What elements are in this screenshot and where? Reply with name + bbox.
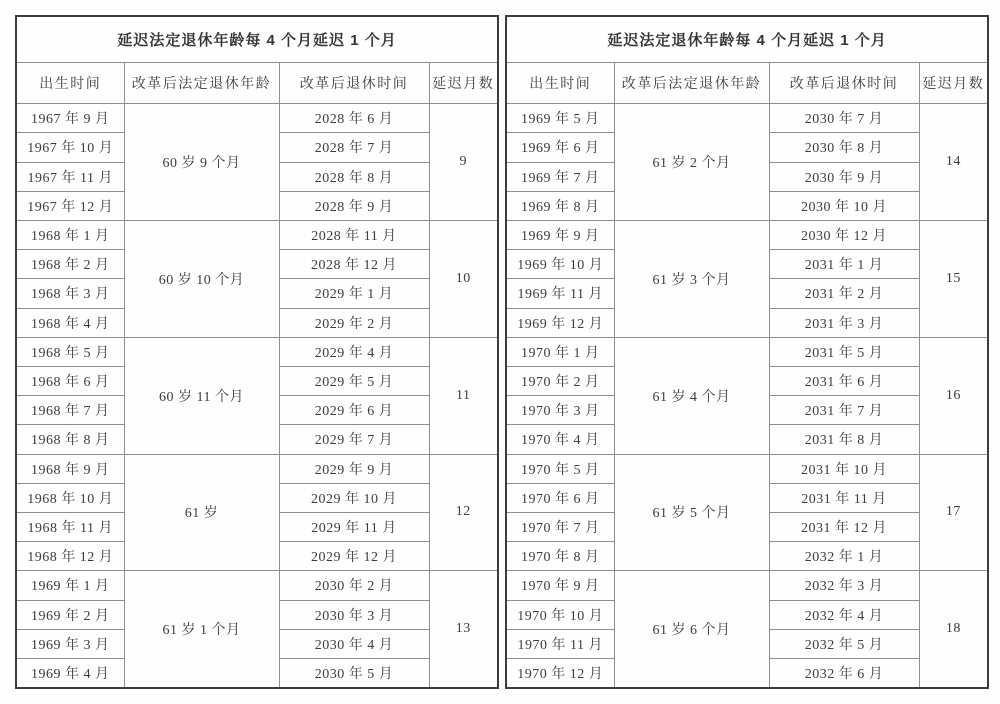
- birth-cell: 1969 年 7 月: [506, 162, 614, 191]
- delay-months-cell: 14: [919, 104, 988, 221]
- age-cell: 61 岁 5 个月: [614, 454, 769, 571]
- birth-cell: 1970 年 2 月: [506, 366, 614, 395]
- retire-cell: 2031 年 3 月: [769, 308, 919, 337]
- column-header-right-3: 延迟月数: [919, 62, 988, 103]
- table-row: [506, 337, 988, 366]
- age-cell: 60 岁 9 个月: [124, 104, 279, 221]
- retire-cell: 2029 年 10 月: [279, 483, 429, 512]
- table-row: [16, 454, 498, 483]
- age-cell: 61 岁 1 个月: [124, 571, 279, 688]
- birth-cell: 1970 年 12 月: [506, 659, 614, 689]
- birth-cell: 1968 年 4 月: [16, 308, 124, 337]
- birth-cell: 1970 年 11 月: [506, 629, 614, 658]
- birth-cell: 1968 年 6 月: [16, 366, 124, 395]
- birth-cell: 1970 年 1 月: [506, 337, 614, 366]
- age-cell: 61 岁 3 个月: [614, 220, 769, 337]
- table-header-row-right: [506, 62, 988, 103]
- delay-months-cell: 10: [429, 220, 498, 337]
- table-row: [506, 454, 988, 483]
- birth-cell: 1969 年 3 月: [16, 629, 124, 658]
- birth-cell: 1968 年 3 月: [16, 279, 124, 308]
- retire-cell: 2028 年 11 月: [279, 220, 429, 249]
- retire-cell: 2031 年 1 月: [769, 250, 919, 279]
- age-cell: 60 岁 11 个月: [124, 337, 279, 454]
- birth-cell: 1968 年 5 月: [16, 337, 124, 366]
- retire-cell: 2030 年 4 月: [279, 629, 429, 658]
- age-cell: 61 岁 6 个月: [614, 571, 769, 688]
- retire-cell: 2032 年 6 月: [769, 659, 919, 689]
- delay-months-cell: 13: [429, 571, 498, 688]
- retire-cell: 2028 年 9 月: [279, 191, 429, 220]
- birth-cell: 1969 年 12 月: [506, 308, 614, 337]
- retire-cell: 2031 年 8 月: [769, 425, 919, 454]
- retire-cell: 2030 年 7 月: [769, 104, 919, 133]
- delay-months-cell: 9: [429, 104, 498, 221]
- birth-cell: 1970 年 4 月: [506, 425, 614, 454]
- birth-cell: 1970 年 8 月: [506, 542, 614, 571]
- retire-cell: 2028 年 12 月: [279, 250, 429, 279]
- retire-cell: 2031 年 7 月: [769, 396, 919, 425]
- retire-cell: 2029 年 7 月: [279, 425, 429, 454]
- table-row: [16, 104, 498, 133]
- column-header-right-1: 改革后法定退休年龄: [614, 62, 769, 103]
- retire-cell: 2030 年 5 月: [279, 659, 429, 689]
- age-cell: 61 岁 4 个月: [614, 337, 769, 454]
- table-row: [16, 571, 498, 600]
- retire-cell: 2028 年 6 月: [279, 104, 429, 133]
- column-header-left-2: 改革后退休时间: [279, 62, 429, 103]
- table-title-row-left: [16, 16, 498, 62]
- retire-cell: 2029 年 1 月: [279, 279, 429, 308]
- column-header-left-0: 出生时间: [16, 62, 124, 103]
- retire-cell: 2032 年 4 月: [769, 600, 919, 629]
- delay-months-cell: 11: [429, 337, 498, 454]
- delay-months-cell: 12: [429, 454, 498, 571]
- retire-cell: 2028 年 8 月: [279, 162, 429, 191]
- table-title-left: 延迟法定退休年龄每 4 个月延迟 1 个月: [16, 16, 498, 62]
- birth-cell: 1967 年 9 月: [16, 104, 124, 133]
- column-header-right-2: 改革后退休时间: [769, 62, 919, 103]
- birth-cell: 1968 年 9 月: [16, 454, 124, 483]
- retire-cell: 2031 年 2 月: [769, 279, 919, 308]
- birth-cell: 1969 年 5 月: [506, 104, 614, 133]
- retire-cell: 2029 年 9 月: [279, 454, 429, 483]
- birth-cell: 1970 年 10 月: [506, 600, 614, 629]
- birth-cell: 1969 年 8 月: [506, 191, 614, 220]
- retire-cell: 2030 年 12 月: [769, 220, 919, 249]
- retire-cell: 2029 年 5 月: [279, 366, 429, 395]
- birth-cell: 1970 年 5 月: [506, 454, 614, 483]
- birth-cell: 1969 年 9 月: [506, 220, 614, 249]
- birth-cell: 1968 年 7 月: [16, 396, 124, 425]
- birth-cell: 1968 年 10 月: [16, 483, 124, 512]
- birth-cell: 1969 年 6 月: [506, 133, 614, 162]
- tables-root: [15, 15, 985, 689]
- retire-cell: 2029 年 2 月: [279, 308, 429, 337]
- retirement-delay-table-left: [15, 15, 499, 689]
- retire-cell: 2029 年 12 月: [279, 542, 429, 571]
- retire-cell: 2029 年 6 月: [279, 396, 429, 425]
- table-row: [16, 220, 498, 249]
- retire-cell: 2032 年 5 月: [769, 629, 919, 658]
- retire-cell: 2029 年 4 月: [279, 337, 429, 366]
- birth-cell: 1970 年 6 月: [506, 483, 614, 512]
- birth-cell: 1969 年 1 月: [16, 571, 124, 600]
- delay-months-cell: 17: [919, 454, 988, 571]
- birth-cell: 1969 年 4 月: [16, 659, 124, 689]
- age-cell: 60 岁 10 个月: [124, 220, 279, 337]
- birth-cell: 1967 年 11 月: [16, 162, 124, 191]
- retire-cell: 2030 年 10 月: [769, 191, 919, 220]
- table-header-row-left: [16, 62, 498, 103]
- birth-cell: 1968 年 1 月: [16, 220, 124, 249]
- birth-cell: 1970 年 3 月: [506, 396, 614, 425]
- birth-cell: 1969 年 11 月: [506, 279, 614, 308]
- birth-cell: 1967 年 10 月: [16, 133, 124, 162]
- retire-cell: 2031 年 5 月: [769, 337, 919, 366]
- retire-cell: 2030 年 8 月: [769, 133, 919, 162]
- retire-cell: 2030 年 3 月: [279, 600, 429, 629]
- delay-months-cell: 16: [919, 337, 988, 454]
- table-row: [506, 104, 988, 133]
- table-title-right: 延迟法定退休年龄每 4 个月延迟 1 个月: [506, 16, 988, 62]
- column-header-left-3: 延迟月数: [429, 62, 498, 103]
- birth-cell: 1968 年 11 月: [16, 512, 124, 541]
- delay-months-cell: 15: [919, 220, 988, 337]
- birth-cell: 1969 年 10 月: [506, 250, 614, 279]
- retirement-delay-table-right: [505, 15, 989, 689]
- birth-cell: 1968 年 12 月: [16, 542, 124, 571]
- birth-cell: 1968 年 8 月: [16, 425, 124, 454]
- birth-cell: 1970 年 7 月: [506, 512, 614, 541]
- retire-cell: 2028 年 7 月: [279, 133, 429, 162]
- birth-cell: 1967 年 12 月: [16, 191, 124, 220]
- birth-cell: 1970 年 9 月: [506, 571, 614, 600]
- retire-cell: 2029 年 11 月: [279, 512, 429, 541]
- retire-cell: 2031 年 12 月: [769, 512, 919, 541]
- retire-cell: 2031 年 6 月: [769, 366, 919, 395]
- retire-cell: 2031 年 10 月: [769, 454, 919, 483]
- column-header-left-1: 改革后法定退休年龄: [124, 62, 279, 103]
- table-row: [506, 220, 988, 249]
- retire-cell: 2032 年 3 月: [769, 571, 919, 600]
- age-cell: 61 岁: [124, 454, 279, 571]
- retire-cell: 2030 年 9 月: [769, 162, 919, 191]
- birth-cell: 1968 年 2 月: [16, 250, 124, 279]
- retire-cell: 2030 年 2 月: [279, 571, 429, 600]
- table-row: [506, 571, 988, 600]
- age-cell: 61 岁 2 个月: [614, 104, 769, 221]
- table-row: [16, 337, 498, 366]
- birth-cell: 1969 年 2 月: [16, 600, 124, 629]
- delay-months-cell: 18: [919, 571, 988, 688]
- table-title-row-right: [506, 16, 988, 62]
- column-header-right-0: 出生时间: [506, 62, 614, 103]
- retire-cell: 2031 年 11 月: [769, 483, 919, 512]
- retire-cell: 2032 年 1 月: [769, 542, 919, 571]
